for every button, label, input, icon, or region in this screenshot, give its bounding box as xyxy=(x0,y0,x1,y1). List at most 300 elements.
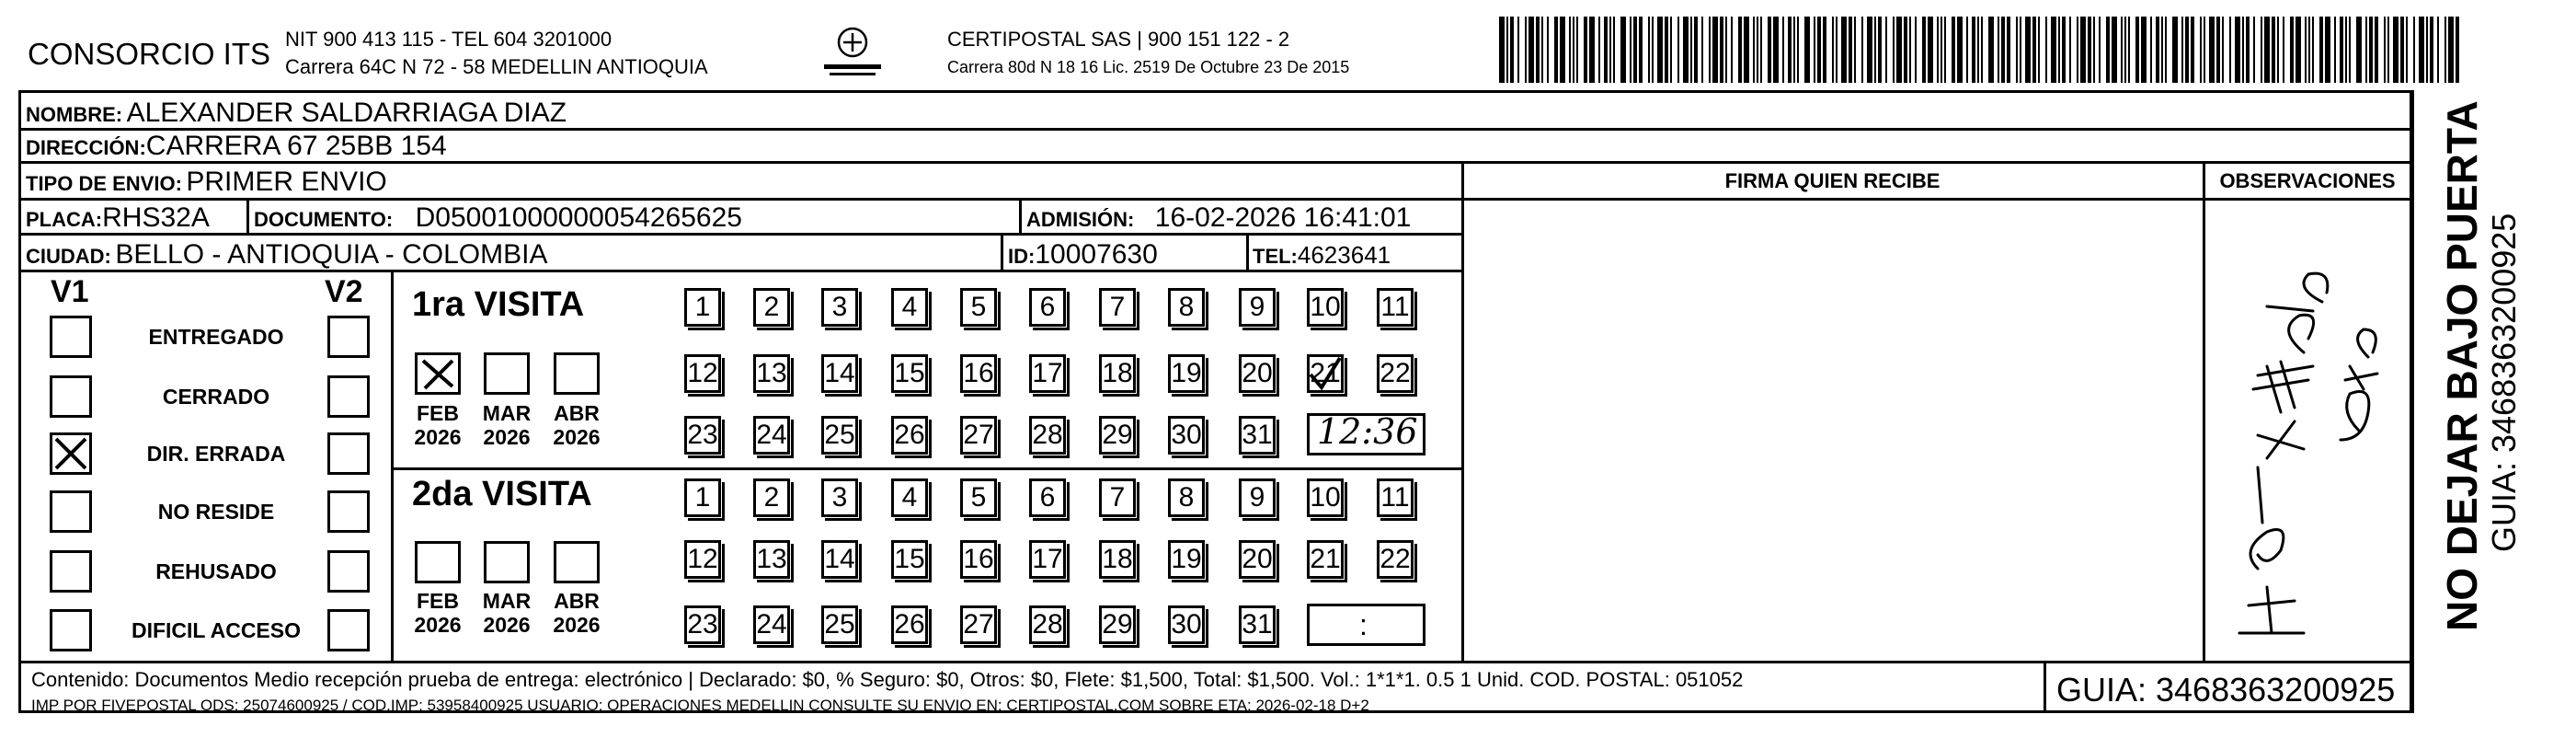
second-visit-day-box[interactable] xyxy=(684,605,721,644)
barcode-bar xyxy=(2080,17,2086,83)
day-number: 23 xyxy=(687,420,718,450)
barcode-bar xyxy=(1569,17,1571,83)
barcode-bar xyxy=(1731,17,1733,83)
second-visit-day-box[interactable] xyxy=(1029,478,1066,517)
placa-label: PLACA: xyxy=(26,208,103,231)
second-visit-day-box[interactable] xyxy=(1099,478,1136,517)
barcode-bar xyxy=(1896,17,1902,83)
barcode-bar xyxy=(1874,17,1876,83)
barcode-bar xyxy=(1904,17,1907,83)
day-number: 6 xyxy=(1039,482,1056,513)
barcode-bar xyxy=(2058,17,2060,83)
first-visit-day-box[interactable] xyxy=(684,288,721,327)
month-year: 2026 xyxy=(414,613,462,638)
day-number: 21 xyxy=(1310,544,1341,574)
month-year: 2026 xyxy=(414,425,462,450)
first-visit-day-box[interactable] xyxy=(1239,288,1276,327)
second-visit-day-box[interactable] xyxy=(753,605,790,644)
barcode-bar xyxy=(2135,17,2139,83)
barcode-bar xyxy=(2099,17,2101,83)
v2-label: V2 xyxy=(325,274,363,309)
second-visit-day-box[interactable] xyxy=(1307,478,1344,517)
barcode-bar xyxy=(2448,17,2454,83)
barcode-bar xyxy=(2400,17,2404,83)
second-visit-day-box[interactable] xyxy=(1239,605,1276,644)
barcode-bar xyxy=(1832,17,1834,83)
barcode-bar xyxy=(1701,17,1703,83)
barcode-bar xyxy=(2204,17,2205,83)
barcode-bar xyxy=(1788,17,1792,83)
second-visit-day-box[interactable] xyxy=(753,540,790,579)
direccion-label: DIRECCIÓN: xyxy=(26,136,146,159)
barcode-bar xyxy=(2246,17,2250,83)
day-number: 31 xyxy=(1242,420,1273,450)
second-month-checkbox[interactable] xyxy=(484,541,530,583)
barcode-bar xyxy=(1952,17,1955,83)
day-number: 3 xyxy=(831,292,848,322)
day-number: 24 xyxy=(756,609,787,640)
barcode-bar xyxy=(2393,17,2399,83)
first-month-label xyxy=(408,401,467,450)
day-number: 19 xyxy=(1171,544,1202,574)
barcode-bar xyxy=(2242,17,2244,83)
day-number: 7 xyxy=(1109,292,1126,322)
barcode-bar xyxy=(2016,17,2018,83)
barcode-bar xyxy=(1937,17,1939,83)
barcode-bar xyxy=(1639,17,1643,83)
second-visit-day-box[interactable] xyxy=(753,478,790,517)
barcode-bar xyxy=(2045,17,2047,83)
barcode-bar xyxy=(1657,17,1663,83)
second-visit-day-box[interactable] xyxy=(1029,605,1066,644)
day-number: 18 xyxy=(1102,544,1133,574)
second-visit-day-box[interactable] xyxy=(684,478,721,517)
barcode-bar xyxy=(1757,17,1758,83)
second-month-checkbox[interactable] xyxy=(554,541,600,583)
second-visit-day-box[interactable] xyxy=(1239,478,1276,517)
first-visit-day-box[interactable] xyxy=(821,416,858,455)
status-label: NO RESIDE xyxy=(157,500,275,524)
id-label: ID: xyxy=(1008,245,1036,268)
day-number: 4 xyxy=(901,482,918,513)
barcode-bar xyxy=(2062,17,2066,83)
barcode-bar xyxy=(1893,17,1895,83)
firma-header: FIRMA QUIEN RECIBE xyxy=(1724,169,1941,192)
barcode-bar xyxy=(1909,17,1911,83)
second-visit-day-box[interactable] xyxy=(960,605,997,644)
day-number: 29 xyxy=(1102,609,1133,640)
barcode-bar xyxy=(2253,17,2255,83)
nombre-value: ALEXANDER SALDARRIAGA DIAZ xyxy=(126,98,567,128)
barcode-bar xyxy=(2349,17,2351,83)
barcode-bar xyxy=(2106,17,2110,83)
first-visit-day-box[interactable] xyxy=(1168,288,1205,327)
second-visit-day-box[interactable] xyxy=(1168,540,1205,579)
second-visit-day-box[interactable] xyxy=(821,540,858,579)
barcode-bar xyxy=(2406,17,2408,83)
id-value: 10007630 xyxy=(1035,239,1158,270)
month-name: FEB xyxy=(417,589,459,613)
first-visit-day-box[interactable] xyxy=(1029,288,1066,327)
observation-handwriting xyxy=(2203,201,2410,661)
barcode-bar xyxy=(1966,17,1968,83)
barcode-bar xyxy=(1725,17,1727,83)
barcode-bar xyxy=(1630,17,1631,83)
barcode-bar xyxy=(1683,17,1689,83)
observaciones-header: OBSERVACIONES xyxy=(2219,169,2396,192)
month-year: 2026 xyxy=(483,425,531,450)
barcode-bar xyxy=(1797,17,1799,83)
day-number: 10 xyxy=(1310,482,1341,513)
second-visit-day-box[interactable] xyxy=(821,605,858,644)
month-name: MAR xyxy=(482,401,532,425)
first-visit-day-box[interactable] xyxy=(1307,354,1344,393)
day-number: 13 xyxy=(756,358,787,388)
day-number: 1 xyxy=(694,482,711,513)
placa-value: RHS32A xyxy=(102,202,210,233)
barcode-bar xyxy=(2334,17,2336,83)
barcode-bar xyxy=(2229,17,2231,83)
barcode-bar xyxy=(1694,17,1698,83)
barcode-bar xyxy=(2200,17,2202,83)
barcode-bar xyxy=(1541,17,1543,83)
first-visit-day-box[interactable] xyxy=(753,354,790,393)
barcode-bar xyxy=(2283,17,2284,83)
day-number: 29 xyxy=(1102,420,1133,450)
tipo-label: TIPO DE ENVIO: xyxy=(26,172,182,195)
second-visit-day-box[interactable] xyxy=(1168,605,1205,644)
barcode-bar xyxy=(1720,17,1723,83)
day-number: 24 xyxy=(756,420,787,450)
second-month-label xyxy=(408,589,467,638)
barcode-bar xyxy=(1598,17,1600,83)
barcode-bar xyxy=(2369,17,2373,83)
first-visit-title: 1ra VISITA xyxy=(412,285,585,324)
first-visit-day-box[interactable] xyxy=(1377,288,1414,327)
barcode-bar xyxy=(2191,17,2194,83)
barcode-bar xyxy=(2077,17,2078,83)
barcode-bar xyxy=(2437,17,2439,83)
v2-checkbox[interactable] xyxy=(327,375,370,418)
first-visit-day-box[interactable] xyxy=(1168,354,1205,393)
barcode-bar xyxy=(1849,17,1852,83)
day-number: 8 xyxy=(1178,482,1195,513)
barcode-bar xyxy=(1506,17,1508,83)
barcode-bar xyxy=(2051,17,2056,83)
first-visit-day-box[interactable] xyxy=(684,416,721,455)
second-visit-day-box[interactable] xyxy=(891,605,928,644)
day-number: 27 xyxy=(963,420,994,450)
barcode-bar xyxy=(1525,17,1527,83)
second-visit-day-box[interactable] xyxy=(1239,540,1276,579)
first-visit-day-box[interactable] xyxy=(1029,416,1066,455)
barcode-bar xyxy=(2456,17,2459,83)
v1-checkbox[interactable] xyxy=(50,550,92,593)
barcode xyxy=(1499,17,2465,83)
barcode-bar xyxy=(1620,17,1626,83)
second-visit-day-box[interactable] xyxy=(960,478,997,517)
first-visit-day-box[interactable] xyxy=(960,416,997,455)
barcode-bar xyxy=(1510,17,1514,83)
barcode-bar xyxy=(1867,17,1872,83)
v2-checkbox[interactable] xyxy=(327,609,370,651)
barcode-bar xyxy=(2112,17,2117,83)
barcode-bar xyxy=(1584,17,1587,83)
barcode-bar xyxy=(2419,17,2424,83)
day-number: 20 xyxy=(1242,358,1273,388)
barcode-bar xyxy=(1760,17,1762,83)
first-month-label xyxy=(477,401,536,450)
second-visit-day-box[interactable] xyxy=(821,478,858,517)
v2-checkbox[interactable] xyxy=(327,490,370,533)
barcode-bar xyxy=(1753,17,1755,83)
first-visit-day-box[interactable] xyxy=(1307,288,1344,327)
v1-checkbox[interactable] xyxy=(50,316,92,358)
month-year: 2026 xyxy=(553,425,601,450)
first-visit-day-box[interactable] xyxy=(891,416,928,455)
barcode-bar xyxy=(2069,17,2071,83)
day-number: 19 xyxy=(1171,358,1202,388)
time-placeholder: : xyxy=(1359,608,1368,641)
first-visit-day-box[interactable] xyxy=(1239,416,1276,455)
v2-checkbox[interactable] xyxy=(327,316,370,358)
status-label: REHUSADO xyxy=(155,559,277,583)
barcode-bar xyxy=(2165,17,2167,83)
barcode-bar xyxy=(2032,17,2036,83)
barcode-bar xyxy=(2325,17,2330,83)
day-number: 3 xyxy=(831,482,848,513)
barcode-bar xyxy=(1517,17,1519,83)
barcode-bar xyxy=(1804,17,1810,83)
second-visit-day-box[interactable] xyxy=(1307,540,1344,579)
first-month-label xyxy=(547,401,606,450)
day-number: 25 xyxy=(824,420,855,450)
day-number: 30 xyxy=(1171,609,1202,640)
day-check-mark xyxy=(1307,354,1344,393)
certipostal-logo xyxy=(802,26,903,81)
second-visit-day-box[interactable] xyxy=(960,540,997,579)
barcode-bar xyxy=(1560,17,1565,83)
footer-imp: IMP POR FIVEPOSTAL ODS: 25074600925 / COD.IMP: 53958400925 USUARIO: OPERACIONES MEDELLIN CONSULTE SU ENVIO EN: CERTIPOSTAL.COM SOBRE ETA: 2026-02-18 D+2 xyxy=(31,697,1369,714)
day-number: 13 xyxy=(756,544,787,574)
barcode-bar xyxy=(2340,17,2343,83)
footer-contenido: Contenido: Documentos Medio recepción prueba de entrega: electrónico | Declarado: $0, % Seguro: $0, Otros: $0, Flete: $1,500, Total: $1,500. Vol.: 1*1*1. 0.5 1 Unid. COD. POSTAL: 051052 xyxy=(31,668,1744,691)
tel-label: TEL: xyxy=(1253,245,1298,268)
company-address: Carrera 64C N 72 - 58 MEDELLIN ANTIOQUIA xyxy=(285,55,708,78)
barcode-bar xyxy=(1793,17,1795,83)
first-visit-day-box[interactable] xyxy=(1377,354,1414,393)
tipo-value: PRIMER ENVIO xyxy=(186,167,387,197)
second-visit-day-box[interactable] xyxy=(891,540,928,579)
barcode-bar xyxy=(1576,17,1578,83)
carrier-address: Carrera 80d N 18 16 Lic. 2519 De Octubre 23 De 2015 xyxy=(947,58,1350,76)
v1-checkbox[interactable] xyxy=(50,432,92,475)
day-number: 16 xyxy=(963,358,994,388)
nombre-label: NOMBRE: xyxy=(26,103,123,126)
barcode-bar xyxy=(2121,17,2123,83)
barcode-bar xyxy=(2261,17,2262,83)
second-visit-day-box[interactable] xyxy=(1377,478,1414,517)
day-number: 11 xyxy=(1380,482,1410,513)
footer-guia: GUIA: 3468363200925 xyxy=(2056,671,2396,709)
second-visit-day-box[interactable] xyxy=(1099,540,1136,579)
month-year: 2026 xyxy=(553,613,601,638)
barcode-bar xyxy=(1652,17,1654,83)
second-month-label xyxy=(477,589,536,638)
second-visit-day-box[interactable] xyxy=(891,478,928,517)
day-number: 22 xyxy=(1380,544,1411,574)
day-number: 12 xyxy=(687,358,718,388)
day-number: 16 xyxy=(963,544,994,574)
first-month-checkbox[interactable] xyxy=(554,352,600,395)
barcode-bar xyxy=(2308,17,2310,83)
barcode-bar xyxy=(1836,17,1838,83)
day-number: 12 xyxy=(687,544,718,574)
barcode-bar xyxy=(1817,17,1821,83)
barcode-bar xyxy=(2025,17,2031,83)
day-number: 10 xyxy=(1310,292,1341,322)
barcode-bar xyxy=(1972,17,1975,83)
v2-checkbox[interactable] xyxy=(327,432,370,475)
barcode-bar xyxy=(1981,17,1983,83)
day-number: 30 xyxy=(1171,420,1202,450)
time-handwritten: 12:36 xyxy=(1317,411,1418,452)
side-guia: GUIA: 3468363200925 xyxy=(2485,213,2523,552)
barcode-bar xyxy=(1998,17,1999,83)
first-visit-day-box[interactable] xyxy=(960,288,997,327)
first-visit-day-box[interactable] xyxy=(1099,288,1136,327)
ciudad-label: CIUDAD: xyxy=(26,245,111,268)
barcode-bar xyxy=(2387,17,2389,83)
barcode-bar xyxy=(2277,17,2279,83)
day-number: 25 xyxy=(824,609,855,640)
documento-label: DOCUMENTO: xyxy=(254,208,394,231)
day-number: 9 xyxy=(1249,292,1265,322)
first-month-checkbox[interactable] xyxy=(484,352,530,395)
barcode-bar xyxy=(2156,17,2159,83)
barcode-bar xyxy=(1957,17,1963,83)
barcode-bar xyxy=(1609,17,1611,83)
day-number: 26 xyxy=(894,420,925,450)
second-visit-day-box[interactable] xyxy=(1099,605,1136,644)
month-name: ABR xyxy=(554,589,600,613)
barcode-bar xyxy=(2356,17,2362,83)
first-visit-day-box[interactable] xyxy=(1029,354,1066,393)
admision-value: 16-02-2026 16:41:01 xyxy=(1154,202,1412,233)
barcode-bar xyxy=(1573,17,1574,83)
barcode-bar xyxy=(2150,17,2152,83)
v2-checkbox[interactable] xyxy=(327,550,370,593)
v1-label: V1 xyxy=(51,274,89,309)
status-label: DIR. ERRADA xyxy=(146,442,286,466)
barcode-bar xyxy=(1823,17,1826,83)
barcode-bar xyxy=(2185,17,2189,83)
first-visit-day-box[interactable] xyxy=(1099,354,1136,393)
second-visit-day-box[interactable] xyxy=(684,540,721,579)
second-visit-day-box[interactable] xyxy=(1029,540,1066,579)
barcode-bar xyxy=(2161,17,2163,83)
day-number: 28 xyxy=(1032,420,1063,450)
second-visit-day-box[interactable] xyxy=(1377,540,1414,579)
barcode-bar xyxy=(1878,17,1882,83)
barcode-bar xyxy=(2290,17,2294,83)
barcode-bar xyxy=(2430,17,2433,83)
first-visit-day-box[interactable] xyxy=(1168,416,1205,455)
barcode-bar xyxy=(2384,17,2386,83)
day-number: 4 xyxy=(901,292,918,322)
barcode-bar xyxy=(1604,17,1608,83)
v1-checkbox[interactable] xyxy=(50,375,92,418)
first-visit-day-box[interactable] xyxy=(753,416,790,455)
barcode-bar xyxy=(1712,17,1718,83)
barcode-bar xyxy=(1782,17,1784,83)
month-year: 2026 xyxy=(483,613,531,638)
barcode-bar xyxy=(2365,17,2367,83)
v1-checkbox[interactable] xyxy=(50,490,92,533)
first-visit-day-box[interactable] xyxy=(1239,354,1276,393)
documento-value: D05001000000054265625 xyxy=(415,202,742,233)
barcode-bar xyxy=(1589,17,1595,83)
barcode-bar xyxy=(1690,17,1692,83)
second-visit-day-box[interactable] xyxy=(1168,478,1205,517)
barcode-bar xyxy=(2038,17,2040,83)
day-number: 15 xyxy=(894,544,925,574)
status-label: CERRADO xyxy=(162,385,270,409)
first-month-checkbox[interactable] xyxy=(415,352,461,395)
barcode-bar xyxy=(1499,17,1505,83)
first-visit-day-box[interactable] xyxy=(960,354,997,393)
barcode-bar xyxy=(1941,17,1942,83)
ciudad-value: BELLO - ANTIOQUIA - COLOMBIA xyxy=(115,239,548,270)
barcode-bar xyxy=(2007,17,2010,83)
month-name: MAR xyxy=(482,589,532,613)
day-number: 20 xyxy=(1242,544,1273,574)
day-number: 23 xyxy=(687,609,718,640)
barcode-bar xyxy=(2312,17,2314,83)
first-visit-day-box[interactable] xyxy=(684,354,721,393)
barcode-bar xyxy=(1665,17,1668,83)
barcode-bar xyxy=(1648,17,1650,83)
first-visit-day-box[interactable] xyxy=(891,354,928,393)
first-visit-day-box[interactable] xyxy=(753,288,790,327)
barcode-bar xyxy=(2181,17,2183,83)
barcode-bar xyxy=(1988,17,1994,83)
v1-checkbox[interactable] xyxy=(50,609,92,651)
barcode-bar xyxy=(1670,17,1672,83)
barcode-bar xyxy=(1613,17,1615,83)
first-visit-day-box[interactable] xyxy=(821,354,858,393)
barcode-bar xyxy=(1554,17,1558,83)
no-dejar-warning: NO DEJAR BAJO PUERTA xyxy=(2438,100,2486,631)
second-month-label xyxy=(547,589,606,638)
company-nit: NIT 900 413 115 - TEL 604 3201000 xyxy=(285,28,613,51)
first-visit-day-box[interactable] xyxy=(1099,416,1136,455)
barcode-bar xyxy=(1814,17,1815,83)
day-number: 2 xyxy=(763,292,780,322)
day-number: 5 xyxy=(970,482,987,513)
barcode-bar xyxy=(1738,17,1742,83)
day-number: 8 xyxy=(1178,292,1195,322)
barcode-bar xyxy=(2093,17,2095,83)
carrier-name: CERTIPOSTAL SAS | 900 151 122 - 2 xyxy=(947,28,1290,51)
day-number: 18 xyxy=(1102,358,1133,388)
barcode-bar xyxy=(2141,17,2147,83)
second-month-checkbox[interactable] xyxy=(415,541,461,583)
first-visit-day-box[interactable] xyxy=(891,288,928,327)
day-number: 1 xyxy=(694,292,711,322)
barcode-bar xyxy=(1709,17,1711,83)
first-visit-day-box[interactable] xyxy=(821,288,858,327)
